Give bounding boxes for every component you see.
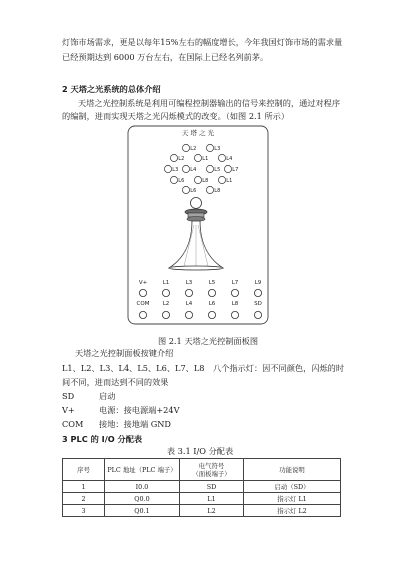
- terminal-socket: [254, 311, 261, 318]
- terminal-label: SD: [254, 301, 262, 307]
- lamp-circle: [164, 165, 171, 172]
- lamp: [218, 154, 232, 161]
- table-header-cell: [244, 459, 341, 481]
- lamp-label: L3: [172, 166, 179, 173]
- table-header-row: [63, 459, 341, 481]
- lamp-label: L6: [178, 177, 185, 184]
- terminal-label: V+: [138, 280, 148, 286]
- terminal-label: L2: [162, 301, 170, 307]
- table-cell: Q0.1: [105, 505, 180, 517]
- table-cell: L1: [180, 493, 244, 505]
- terminal-socket: [139, 289, 146, 296]
- lamp-circle: [206, 186, 213, 193]
- table-body: [63, 481, 341, 517]
- lamp-circle: [182, 165, 189, 172]
- lamp: [206, 186, 220, 193]
- lamp-circle: [224, 165, 231, 172]
- table-cell: 1: [63, 481, 105, 493]
- lamp-label: L4: [190, 166, 197, 173]
- terminal-label: L3: [185, 280, 193, 286]
- key-desc-sd: 启动: [99, 391, 116, 401]
- lamp-label: L2: [178, 155, 185, 162]
- lamp: [170, 154, 184, 161]
- terminal-socket: [162, 289, 169, 296]
- table-row: [63, 481, 341, 493]
- terminal-socket: [139, 311, 146, 318]
- intro-line-1: 灯饰市场需求，更是以每年15%左右的幅度增长，今年我国灯饰市场的需求量: [62, 37, 343, 47]
- lamp: [164, 165, 178, 172]
- control-panel-figure: [126, 124, 274, 330]
- lamp-circle: [170, 176, 177, 183]
- terminal-socket: [231, 311, 238, 318]
- lamp: [182, 165, 196, 172]
- lamp: [218, 176, 232, 183]
- table-head: [63, 459, 341, 481]
- terminal-socket: [185, 311, 192, 318]
- lights-desc-line-1: 八个指示灯：因不同颜色，闪烁的时: [213, 363, 345, 373]
- intro-line-2: 已经预期达到 6000 万台左右，在国际上已经名列前茅。: [62, 52, 269, 62]
- lamp-circle: [206, 144, 213, 151]
- table-header-text: （面板端子）: [192, 469, 231, 478]
- table-row: [63, 505, 341, 517]
- lamp-label: L8: [202, 177, 209, 184]
- lamp: [206, 165, 220, 172]
- table-cell: 3: [63, 505, 105, 517]
- lamp-label: L2: [190, 145, 197, 152]
- lamp-circle: [170, 154, 177, 161]
- lights-desc-line-2: 间不同，进而达到不同的效果: [62, 377, 169, 387]
- table-cell: 指示灯 L1: [244, 493, 341, 505]
- lamp: [170, 176, 184, 183]
- terminal-label: L9: [254, 280, 262, 286]
- lamp-circle: [206, 165, 213, 172]
- table-header-text: PLC 地址（PLC 端子）: [107, 465, 177, 474]
- figure-caption: 图 2.1 天塔之光控制面板图: [157, 336, 259, 346]
- key-desc-com: 接地：接地端 GND: [99, 419, 171, 429]
- terminal-label: L4: [185, 301, 193, 307]
- key-label-vplus: V+: [62, 405, 75, 415]
- table-header-cell: [180, 459, 244, 481]
- section-2-heading: 2 天塔之光系统的总体介绍: [62, 84, 161, 94]
- io-assignment-table: [62, 458, 341, 517]
- lights-list: L1、L2、L3、L4、L5、L6、L7、L8: [62, 363, 205, 373]
- key-desc-vplus: 电源：接电源端+24V: [99, 405, 180, 415]
- lamp: [206, 144, 220, 151]
- lamp-circle: [218, 154, 225, 161]
- terminal-socket: [208, 289, 215, 296]
- key-label-com: COM: [62, 419, 84, 429]
- section-2-para-line-1: 天塔之光控制系统是利用可编程控制器输出的信号来控制的，通过对程序: [78, 98, 341, 108]
- keys-intro: 天塔之光控制面板按键介绍: [75, 348, 174, 358]
- table-cell: SD: [180, 481, 244, 493]
- lamp-label: L3: [214, 145, 221, 152]
- lamp: [182, 186, 196, 193]
- terminal-socket: [185, 289, 192, 296]
- terminal-label: L1: [162, 280, 170, 286]
- terminal-label: L7: [231, 280, 239, 286]
- terminal-socket: [231, 289, 238, 296]
- table-caption: 表 3.1 I/O 分配表: [166, 446, 234, 456]
- lamp-circle: [182, 186, 189, 193]
- lamp-circle: [182, 144, 189, 151]
- terminal-label: L6: [208, 301, 216, 307]
- lamp-label: L6: [190, 187, 197, 194]
- lamp: [194, 176, 208, 183]
- section-2-para-line-2: 的编制，进而实现天塔之光闪烁模式的改变。（如图 2.1 所示）: [62, 111, 290, 121]
- table-row: [63, 493, 341, 505]
- lamp: [194, 154, 208, 161]
- terminal-socket: [208, 311, 215, 318]
- table-cell: 指示灯 L2: [244, 505, 341, 517]
- terminal-label: COM: [136, 301, 150, 307]
- lamp-label: L8: [214, 187, 221, 194]
- lamp-circle: [194, 176, 201, 183]
- table-header-text: 电气符号: [198, 461, 225, 470]
- lamp-circle: [218, 176, 225, 183]
- table-header-text: 序号: [77, 465, 90, 474]
- lamp-label: L1: [202, 155, 209, 162]
- lamp-label: L7: [232, 166, 239, 173]
- panel-title: 天 塔 之 光: [181, 129, 215, 137]
- lamp-circle: [194, 154, 201, 161]
- lamp-label: L4: [226, 155, 233, 162]
- key-label-sd: SD: [62, 391, 75, 401]
- lamp: [182, 144, 196, 151]
- table-header-cell: [105, 459, 180, 481]
- lamp-label: L5: [214, 166, 221, 173]
- table-cell: L2: [180, 505, 244, 517]
- table-header-text: 功能说明: [279, 465, 305, 474]
- section-3-heading: 3 PLC 的 I/O 分配表: [62, 434, 143, 444]
- table-cell: Q0.0: [105, 493, 180, 505]
- table-cell: I0.0: [105, 481, 180, 493]
- tower-ball: [191, 198, 202, 209]
- terminal-label: L5: [208, 280, 216, 286]
- lamp: [224, 165, 238, 172]
- table-cell: 2: [63, 493, 105, 505]
- terminal-socket: [162, 311, 169, 318]
- terminal-socket: [254, 289, 261, 296]
- table-header-cell: [63, 459, 105, 481]
- tower-base: [169, 266, 223, 270]
- table-cell: 启动（SD）: [244, 481, 341, 493]
- lamp-label: L1: [226, 177, 233, 184]
- terminal-label: L8: [231, 301, 239, 307]
